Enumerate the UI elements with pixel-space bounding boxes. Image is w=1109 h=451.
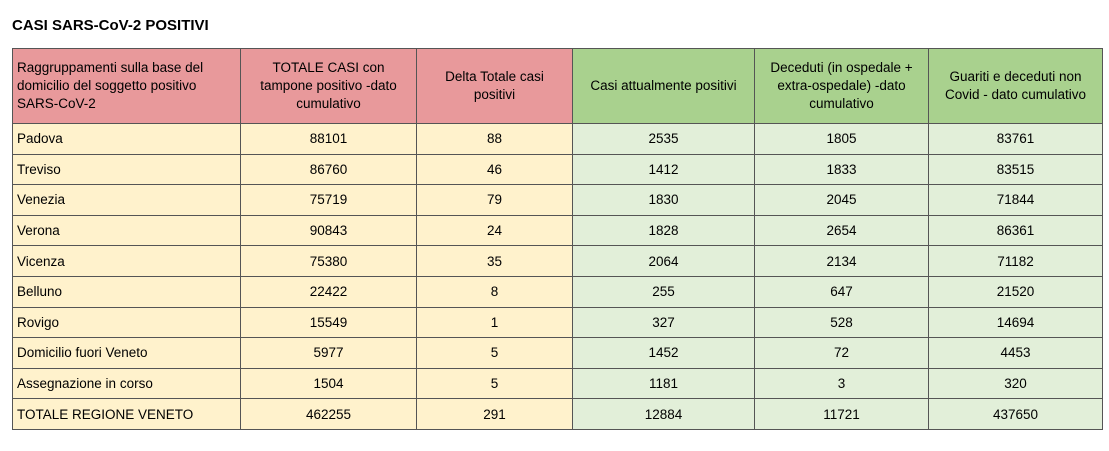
cell-area: Rovigo [13, 307, 241, 338]
cell-area: Vicenza [13, 246, 241, 277]
cell-current-positive: 1830 [573, 185, 755, 216]
cell-delta: 5 [417, 368, 573, 399]
cell-deceased: 528 [755, 307, 929, 338]
cell-area: Padova [13, 124, 241, 155]
table-row [13, 185, 1103, 216]
cell-total-cases: 15549 [241, 307, 417, 338]
cell-deceased: 2045 [755, 185, 929, 216]
cell-total-cases: 1504 [241, 368, 417, 399]
header-area: Raggruppamenti sulla base del domicilio del soggetto positivo SARS-CoV-2 [13, 49, 241, 124]
cell-delta: 1 [417, 307, 573, 338]
table-row [13, 307, 1103, 338]
cell-area: Assegnazione in corso [13, 368, 241, 399]
header-current-positive: Casi attualmente positivi [573, 49, 755, 124]
cell-deceased: 2134 [755, 246, 929, 277]
cell-recovered: 21520 [929, 276, 1103, 307]
cell-deceased: 3 [755, 368, 929, 399]
cell-recovered: 71182 [929, 246, 1103, 277]
cell-deceased: 1833 [755, 154, 929, 185]
cell-current-positive: 2064 [573, 246, 755, 277]
cell-current-positive: 2535 [573, 124, 755, 155]
header-delta: Delta Totale casi positivi [417, 49, 573, 124]
cell-deceased: 72 [755, 338, 929, 369]
table-row [13, 399, 1103, 430]
cell-total-cases: 462255 [241, 399, 417, 430]
cell-delta: 8 [417, 276, 573, 307]
cell-delta: 5 [417, 338, 573, 369]
table-header-row [13, 49, 1103, 124]
table-row [13, 338, 1103, 369]
header-total-cases: TOTALE CASI con tampone positivo -dato cumulativo [241, 49, 417, 124]
cell-total-cases: 22422 [241, 276, 417, 307]
cell-delta: 79 [417, 185, 573, 216]
cell-recovered: 83761 [929, 124, 1103, 155]
table-row [13, 154, 1103, 185]
cell-current-positive: 12884 [573, 399, 755, 430]
cell-deceased: 11721 [755, 399, 929, 430]
cell-area: Domicilio fuori Veneto [13, 338, 241, 369]
cell-deceased: 647 [755, 276, 929, 307]
cell-current-positive: 1828 [573, 215, 755, 246]
cell-delta: 35 [417, 246, 573, 277]
cell-current-positive: 255 [573, 276, 755, 307]
cases-table [12, 48, 1103, 430]
cell-total-cases: 88101 [241, 124, 417, 155]
cell-deceased: 2654 [755, 215, 929, 246]
cell-current-positive: 327 [573, 307, 755, 338]
cell-current-positive: 1181 [573, 368, 755, 399]
table-row [13, 215, 1103, 246]
cell-area: Verona [13, 215, 241, 246]
cell-recovered: 14694 [929, 307, 1103, 338]
cell-total-cases: 86760 [241, 154, 417, 185]
cell-total-cases: 90843 [241, 215, 417, 246]
cell-total-cases: 75380 [241, 246, 417, 277]
cell-current-positive: 1412 [573, 154, 755, 185]
table-row [13, 276, 1103, 307]
cell-delta: 88 [417, 124, 573, 155]
page-title: CASI SARS-CoV-2 POSITIVI [12, 17, 209, 34]
cell-area: Treviso [13, 154, 241, 185]
cell-area: Venezia [13, 185, 241, 216]
table-row [13, 246, 1103, 277]
cell-recovered: 320 [929, 368, 1103, 399]
cell-area: Belluno [13, 276, 241, 307]
cell-area: TOTALE REGIONE VENETO [13, 399, 241, 430]
table-row [13, 124, 1103, 155]
cell-delta: 291 [417, 399, 573, 430]
cell-total-cases: 75719 [241, 185, 417, 216]
header-recovered: Guariti e deceduti non Covid - dato cumulativo [929, 49, 1103, 124]
header-deceased: Deceduti (in ospedale + extra-ospedale) -dato cumulativo [755, 49, 929, 124]
cell-current-positive: 1452 [573, 338, 755, 369]
cell-delta: 24 [417, 215, 573, 246]
cell-recovered: 83515 [929, 154, 1103, 185]
cell-recovered: 71844 [929, 185, 1103, 216]
cell-recovered: 4453 [929, 338, 1103, 369]
table-row [13, 368, 1103, 399]
cell-recovered: 437650 [929, 399, 1103, 430]
cell-total-cases: 5977 [241, 338, 417, 369]
cell-delta: 46 [417, 154, 573, 185]
cell-deceased: 1805 [755, 124, 929, 155]
cell-recovered: 86361 [929, 215, 1103, 246]
